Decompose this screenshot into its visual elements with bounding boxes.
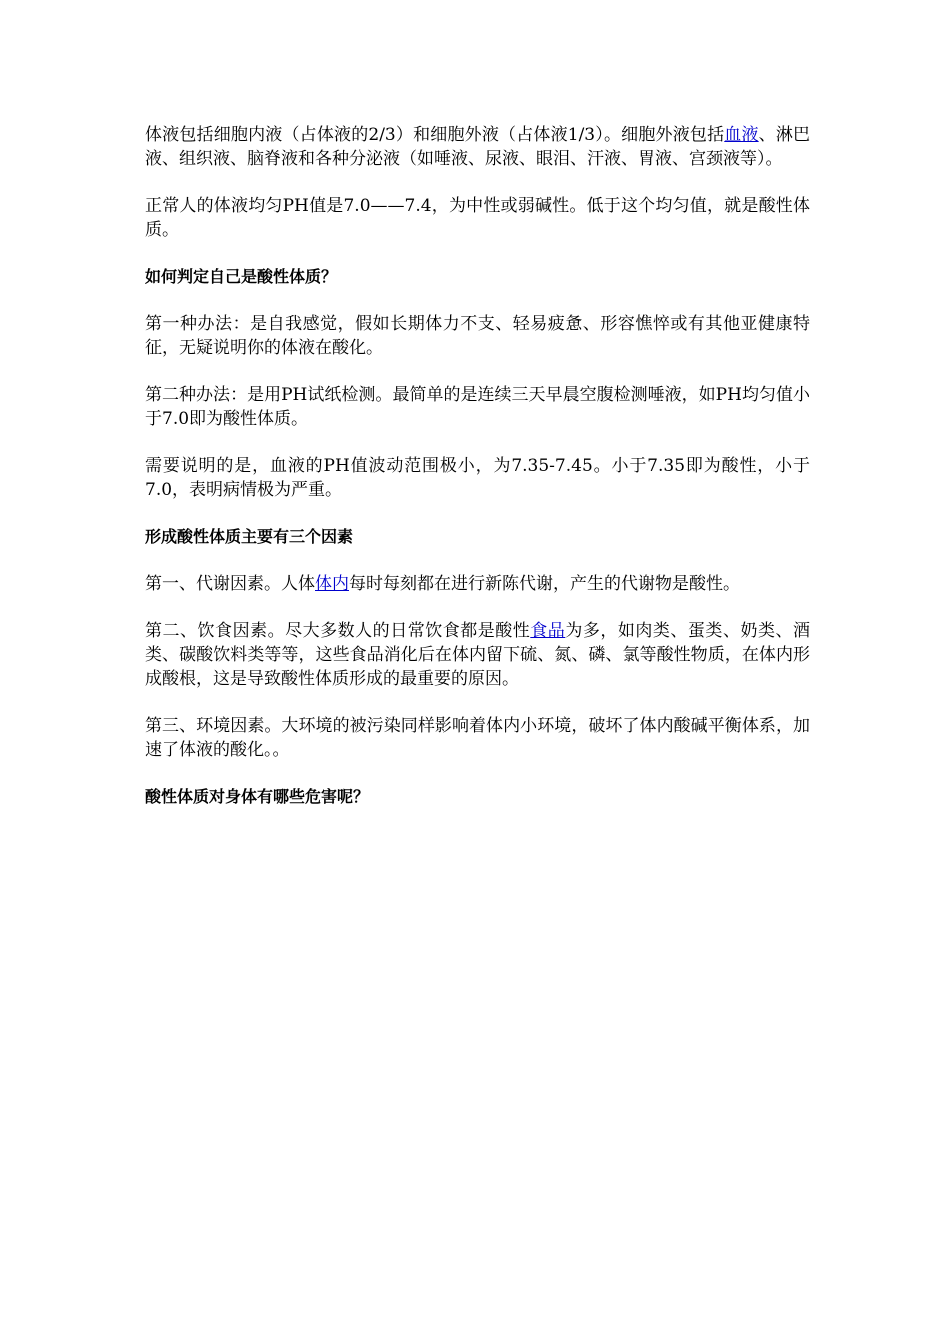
- heading-three-factors: 形成酸性体质主要有三个因素: [145, 527, 354, 546]
- paragraph-text: 为多，如肉类、蛋类、奶类、酒类、碳酸饮料类等等，这些食品消化后在体内留下硫、氮、磷、氯等酸性物质，在体内形成酸根，这是导致酸性体质形成的最重要的原因。: [145, 621, 811, 689]
- paragraph-factor-diet: [145, 619, 810, 691]
- paragraph-factor-environment: 第三、环境因素。大环境的被污染同样影响着体内小环境，破坏了体内酸碱平衡体系，加速了体液的酸化。。: [145, 716, 810, 760]
- link-food[interactable]: 食品: [530, 621, 566, 641]
- link-blood[interactable]: 血液: [724, 125, 759, 145]
- paragraph-body-fluids: [145, 123, 810, 171]
- paragraph-method-one: 第一种办法：是自我感觉，假如长期体力不支、轻易疲惫、形容憔悴或有其他亚健康特征，无疑说明你的体液在酸化。: [145, 314, 810, 358]
- paragraph-blood-ph: 需要说明的是，血液的PH值波动范围极小，为7.35-7.45。小于7.35即为酸性，小于7.0，表明病情极为严重。: [145, 456, 810, 500]
- paragraph-method-two: 第二种办法：是用PH试纸检测。最简单的是连续三天早晨空腹检测唾液，如PH均匀值小于7.0即为酸性体质。: [145, 385, 810, 429]
- heading-how-to-judge: 如何判定自己是酸性体质？: [145, 267, 338, 286]
- paragraph-ph-normal: 正常人的体液均匀PH值是7.0——7.4，为中性或弱碱性。低于这个均匀值，就是酸性体质。: [145, 196, 810, 240]
- paragraph-text: 每时每刻都在进行新陈代谢，产生的代谢物是酸性。: [349, 574, 740, 594]
- document-body: [145, 123, 810, 832]
- paragraph-text: 、淋巴液、组织液、脑脊液和各种分泌液（如唾液、尿液、眼泪、汗液、胃液、宫颈液等）。: [145, 125, 811, 169]
- paragraph-text: 体液包括细胞内液（占体液的2/3）和细胞外液（占体液1/3）。细胞外液包括: [145, 125, 725, 145]
- paragraph-text: 第一、代谢因素。人体: [145, 574, 315, 594]
- paragraph-factor-metabolism: [145, 572, 810, 596]
- link-in-body[interactable]: 体内: [315, 574, 349, 594]
- heading-harms: 酸性体质对身体有哪些危害呢？: [145, 787, 370, 806]
- paragraph-text: 第二、饮食因素。尽大多数人的日常饮食都是酸性: [145, 621, 531, 641]
